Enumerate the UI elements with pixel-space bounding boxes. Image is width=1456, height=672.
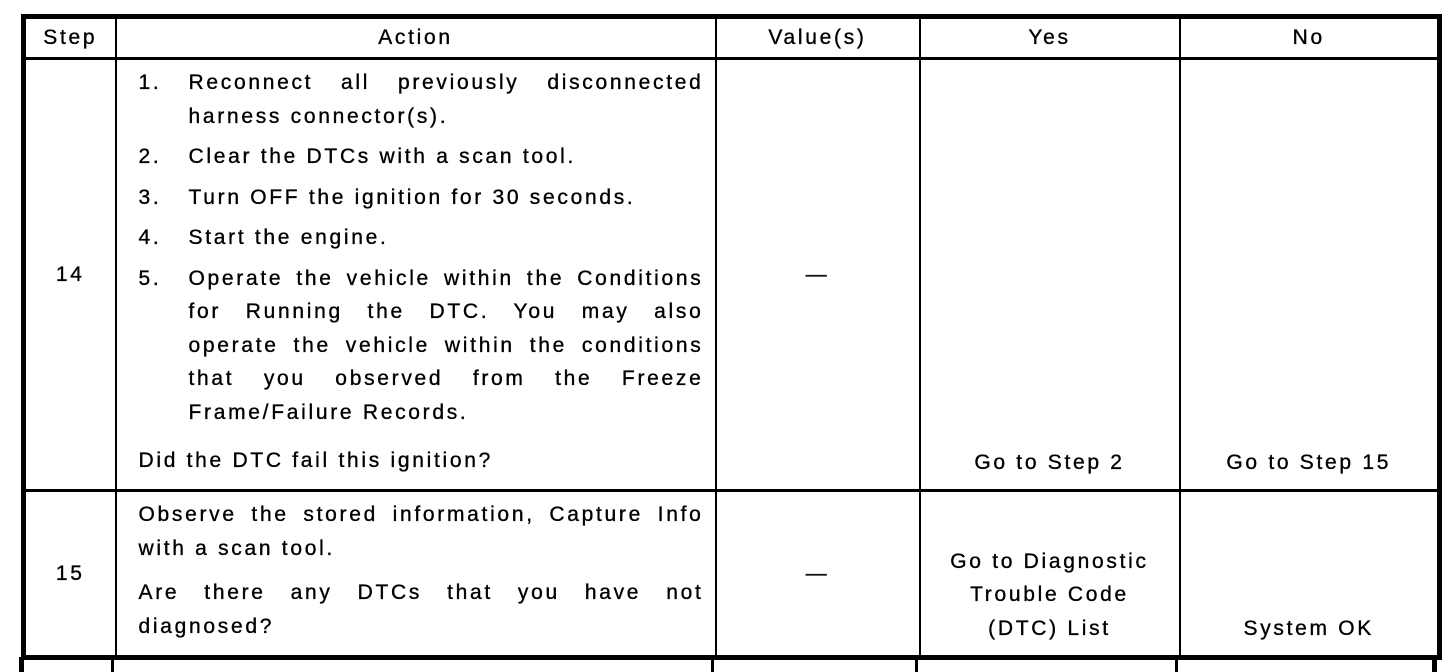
list-item-number: 5. (138, 266, 162, 290)
yes-cell: Go to Step 2 (920, 59, 1180, 491)
no-cell: Go to Step 15 (1180, 59, 1440, 491)
no-cell: System OK (1180, 491, 1440, 658)
table-continuation-line (915, 657, 918, 672)
value-cell: — (716, 59, 920, 491)
action-numbered-list (139, 66, 704, 436)
action-content (117, 492, 715, 655)
value-cell: — (716, 491, 920, 658)
list-item (139, 181, 704, 215)
col-header-action: Action (116, 17, 716, 59)
col-header-values: Value(s) (716, 17, 920, 59)
table-continuation-line (1432, 657, 1437, 672)
table-continuation-line (111, 657, 114, 672)
list-item-number: 1. (138, 71, 162, 94)
list-item-text: Start the engine. (188, 226, 389, 249)
table-continuation-line (19, 657, 24, 672)
list-item-number: 3. (138, 185, 162, 209)
list-item-text: Clear the DTCs with a scan tool. (188, 145, 577, 168)
table-row-step-14 (24, 59, 1440, 491)
col-header-step: Step (24, 17, 116, 59)
step-number: 14 (24, 59, 116, 491)
list-item-number: 2. (138, 145, 162, 168)
list-item-text: Operate the vehicle within the Conditions for Running the DTC. You may also operate the vehicle within the conditions that you observed from the Freeze Frame/Failure Records. (188, 266, 704, 424)
action-cell (116, 491, 716, 658)
list-item (139, 140, 704, 174)
action-cell (116, 59, 716, 491)
list-item-text: Turn OFF the ignition for 30 seconds. (188, 185, 636, 209)
action-question: Are there any DTCs that you have not diagnosed? (138, 581, 704, 638)
action-question: Did the DTC fail this ignition? (138, 448, 493, 472)
diagnostic-steps-table (21, 14, 1442, 660)
table-row-step-15 (24, 491, 1440, 658)
action-content (117, 60, 715, 489)
list-item (139, 221, 704, 255)
list-item (139, 262, 704, 430)
list-item-text: Reconnect all previously disconnected harness connector(s). (188, 71, 704, 128)
yes-cell: Go to Diagnostic Trouble Code (DTC) List (920, 491, 1180, 658)
list-item (139, 66, 704, 133)
list-item-number: 4. (138, 226, 162, 249)
step-number: 15 (24, 491, 116, 658)
action-statement: Observe the stored information, Capture Info with a scan tool. (138, 503, 704, 560)
header-row (24, 17, 1440, 59)
table-continuation-line (1175, 657, 1178, 672)
col-header-yes: Yes (920, 17, 1180, 59)
col-header-no: No (1180, 17, 1440, 59)
table-continuation-line (711, 657, 714, 672)
